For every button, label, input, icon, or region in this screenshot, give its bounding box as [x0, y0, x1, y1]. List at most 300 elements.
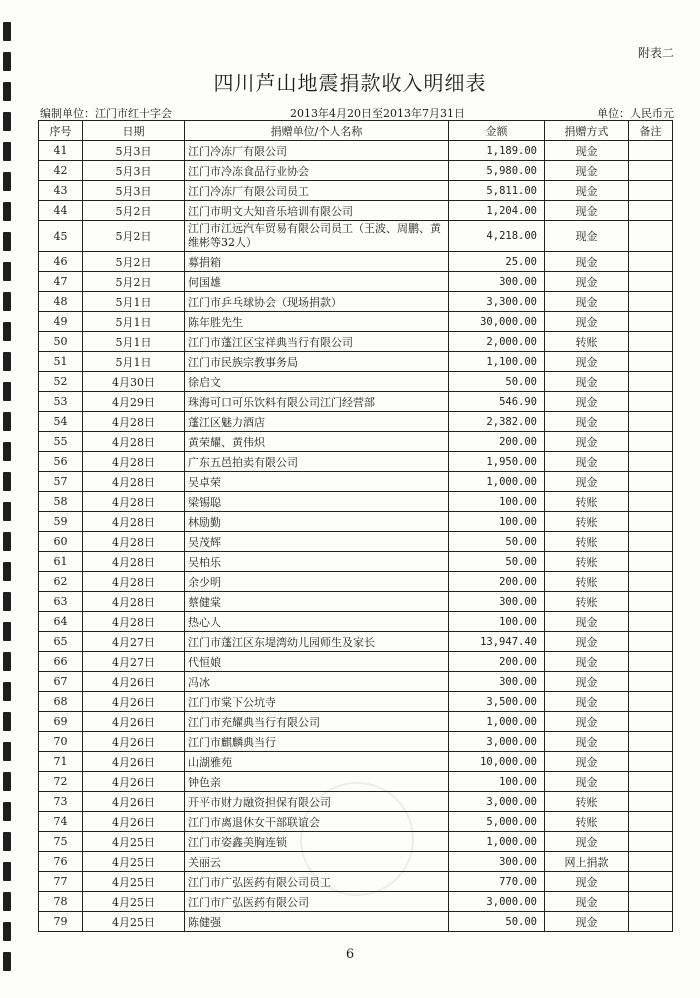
table-row	[39, 412, 673, 432]
cell-donor: 吴茂辉	[185, 532, 449, 552]
cell-donor: 陈健强	[185, 912, 449, 932]
cell-donor: 募捐箱	[185, 252, 449, 272]
cell-amount: 10,000.00	[449, 752, 545, 772]
cell-donor: 冯冰	[185, 672, 449, 692]
cell-remark	[629, 852, 673, 872]
cell-method: 现金	[545, 892, 629, 912]
cell-amount: 5,811.00	[449, 181, 545, 201]
cell-amount: 2,000.00	[449, 332, 545, 352]
cell-remark	[629, 772, 673, 792]
cell-date: 4月28日	[83, 572, 185, 592]
cell-method: 现金	[545, 652, 629, 672]
cell-method: 现金	[545, 712, 629, 732]
table-row	[39, 392, 673, 412]
cell-remark	[629, 292, 673, 312]
cell-number: 67	[39, 672, 83, 692]
cell-amount: 300.00	[449, 672, 545, 692]
table-row	[39, 872, 673, 892]
cell-method: 现金	[545, 472, 629, 492]
cell-date: 5月1日	[83, 292, 185, 312]
cell-amount: 50.00	[449, 532, 545, 552]
cell-donor: 梁锡聪	[185, 492, 449, 512]
cell-method: 现金	[545, 632, 629, 652]
binder-hole	[3, 892, 11, 911]
table-row	[39, 252, 673, 272]
table-row	[39, 332, 673, 352]
binder-hole	[3, 832, 11, 851]
cell-method: 现金	[545, 872, 629, 892]
cell-remark	[629, 592, 673, 612]
table-row	[39, 432, 673, 452]
cell-date: 4月28日	[83, 592, 185, 612]
cell-donor: 吴柏乐	[185, 552, 449, 572]
cell-remark	[629, 332, 673, 352]
cell-number: 66	[39, 652, 83, 672]
cell-amount: 4,218.00	[449, 221, 545, 252]
cell-amount: 3,000.00	[449, 792, 545, 812]
cell-remark	[629, 272, 673, 292]
cell-number: 59	[39, 512, 83, 532]
cell-donor: 代恒娘	[185, 652, 449, 672]
cell-date: 4月28日	[83, 412, 185, 432]
binder-hole	[3, 232, 11, 251]
binder-hole	[3, 412, 11, 431]
binder-hole	[3, 802, 11, 821]
cell-amount: 25.00	[449, 252, 545, 272]
table-row	[39, 752, 673, 772]
cell-remark	[629, 141, 673, 161]
cell-number: 54	[39, 412, 83, 432]
cell-amount: 300.00	[449, 272, 545, 292]
cell-number: 68	[39, 692, 83, 712]
cell-amount: 13,947.40	[449, 632, 545, 652]
cell-number: 55	[39, 432, 83, 452]
cell-amount: 100.00	[449, 512, 545, 532]
binder-hole	[3, 652, 11, 671]
table-row	[39, 492, 673, 512]
cell-remark	[629, 652, 673, 672]
cell-donor: 江门市离退休女干部联谊会	[185, 812, 449, 832]
column-header-amount: 金额	[449, 121, 545, 141]
cell-donor: 珠海可口可乐饮料有限公司江门经营部	[185, 392, 449, 412]
binder-hole	[3, 22, 11, 41]
page-title: 四川芦山地震捐款收入明细表	[213, 71, 487, 95]
reporting-period: 2013年4月20日至2013年7月31日	[290, 107, 465, 120]
cell-remark	[629, 252, 673, 272]
cell-donor: 黄荣耀、黄伟炽	[185, 432, 449, 452]
cell-number: 73	[39, 792, 83, 812]
table-row	[39, 201, 673, 221]
cell-method: 转账	[545, 512, 629, 532]
cell-date: 4月28日	[83, 552, 185, 572]
cell-number: 74	[39, 812, 83, 832]
cell-amount: 100.00	[449, 492, 545, 512]
cell-donor: 山湖雅苑	[185, 752, 449, 772]
cell-donor: 何国雄	[185, 272, 449, 292]
cell-method: 现金	[545, 832, 629, 852]
binder-hole	[3, 352, 11, 371]
cell-date: 4月28日	[83, 512, 185, 532]
cell-remark	[629, 352, 673, 372]
cell-method: 现金	[545, 692, 629, 712]
cell-donor: 林励勤	[185, 512, 449, 532]
cell-remark	[629, 872, 673, 892]
cell-remark	[629, 181, 673, 201]
cell-date: 4月28日	[83, 452, 185, 472]
currency-unit: 单位：人民币元	[597, 107, 674, 120]
cell-remark	[629, 492, 673, 512]
binder-hole	[3, 562, 11, 581]
binder-hole	[3, 712, 11, 731]
page-number: 6	[345, 947, 355, 962]
binder-hole	[3, 742, 11, 761]
cell-number: 52	[39, 372, 83, 392]
cell-remark	[629, 312, 673, 332]
cell-number: 70	[39, 732, 83, 752]
cell-number: 49	[39, 312, 83, 332]
cell-remark	[629, 752, 673, 772]
binder-hole	[3, 292, 11, 311]
table-row	[39, 812, 673, 832]
cell-amount: 2,382.00	[449, 412, 545, 432]
cell-method: 现金	[545, 912, 629, 932]
cell-date: 4月25日	[83, 912, 185, 932]
binder-hole	[3, 682, 11, 701]
cell-amount: 1,000.00	[449, 472, 545, 492]
table-row	[39, 552, 673, 572]
cell-remark	[629, 512, 673, 532]
column-header-remark: 备注	[629, 121, 673, 141]
cell-remark	[629, 892, 673, 912]
cell-remark	[629, 552, 673, 572]
cell-number: 77	[39, 872, 83, 892]
cell-amount: 1,000.00	[449, 832, 545, 852]
cell-number: 57	[39, 472, 83, 492]
cell-date: 5月2日	[83, 252, 185, 272]
cell-donor: 余少明	[185, 572, 449, 592]
cell-method: 现金	[545, 432, 629, 452]
cell-date: 5月3日	[83, 161, 185, 181]
table-row	[39, 312, 673, 332]
cell-remark	[629, 161, 673, 181]
cell-method: 现金	[545, 352, 629, 372]
cell-amount: 3,000.00	[449, 892, 545, 912]
cell-number: 62	[39, 572, 83, 592]
cell-method: 现金	[545, 372, 629, 392]
cell-remark	[629, 712, 673, 732]
cell-amount: 3,500.00	[449, 692, 545, 712]
cell-donor: 陈年胜先生	[185, 312, 449, 332]
cell-date: 5月2日	[83, 221, 185, 252]
cell-date: 4月25日	[83, 872, 185, 892]
cell-donor: 江门市乒乓球协会（现场捐款）	[185, 292, 449, 312]
cell-number: 72	[39, 772, 83, 792]
table-row	[39, 692, 673, 712]
cell-date: 4月27日	[83, 632, 185, 652]
cell-donor: 江门市冷冻食品行业协会	[185, 161, 449, 181]
cell-amount: 1,204.00	[449, 201, 545, 221]
table-row	[39, 512, 673, 532]
cell-number: 64	[39, 612, 83, 632]
cell-method: 现金	[545, 181, 629, 201]
cell-number: 71	[39, 752, 83, 772]
table-row	[39, 832, 673, 852]
table-row	[39, 292, 673, 312]
cell-remark	[629, 732, 673, 752]
binder-holes	[3, 22, 12, 982]
column-header-donor: 捐赠单位/个人名称	[185, 121, 449, 141]
cell-donor: 江门市蓬江区宝祥典当行有限公司	[185, 332, 449, 352]
table-row	[39, 592, 673, 612]
cell-method: 现金	[545, 752, 629, 772]
cell-donor: 开平市财力融资担保有限公司	[185, 792, 449, 812]
binder-hole	[3, 772, 11, 791]
cell-donor: 江门市明文大知音乐培训有限公司	[185, 201, 449, 221]
cell-remark	[629, 672, 673, 692]
table-row	[39, 912, 673, 932]
table-row	[39, 652, 673, 672]
cell-date: 4月29日	[83, 392, 185, 412]
cell-donor: 江门市姿鑫美胸连锁	[185, 832, 449, 852]
cell-method: 现金	[545, 312, 629, 332]
cell-method: 转账	[545, 532, 629, 552]
table-row	[39, 221, 673, 252]
table-row	[39, 852, 673, 872]
cell-number: 56	[39, 452, 83, 472]
cell-method: 现金	[545, 772, 629, 792]
cell-amount: 50.00	[449, 552, 545, 572]
cell-method: 现金	[545, 141, 629, 161]
table-row	[39, 772, 673, 792]
cell-method: 现金	[545, 392, 629, 412]
cell-amount: 30,000.00	[449, 312, 545, 332]
cell-amount: 50.00	[449, 912, 545, 932]
cell-number: 79	[39, 912, 83, 932]
cell-date: 4月28日	[83, 432, 185, 452]
cell-amount: 3,300.00	[449, 292, 545, 312]
cell-number: 51	[39, 352, 83, 372]
cell-number: 50	[39, 332, 83, 352]
cell-remark	[629, 812, 673, 832]
cell-number: 45	[39, 221, 83, 252]
cell-amount: 770.00	[449, 872, 545, 892]
cell-remark	[629, 612, 673, 632]
cell-method: 现金	[545, 201, 629, 221]
cell-date: 5月2日	[83, 272, 185, 292]
cell-date: 5月1日	[83, 332, 185, 352]
cell-number: 53	[39, 392, 83, 412]
cell-remark	[629, 412, 673, 432]
cell-number: 69	[39, 712, 83, 732]
appendix-label: 附表二	[637, 46, 674, 60]
cell-remark	[629, 792, 673, 812]
table-row	[39, 892, 673, 912]
cell-amount: 5,980.00	[449, 161, 545, 181]
cell-date: 4月26日	[83, 712, 185, 732]
binder-hole	[3, 202, 11, 221]
cell-remark	[629, 392, 673, 412]
cell-date: 4月25日	[83, 832, 185, 852]
cell-date: 4月26日	[83, 672, 185, 692]
cell-number: 48	[39, 292, 83, 312]
cell-date: 4月26日	[83, 772, 185, 792]
cell-remark	[629, 221, 673, 252]
column-header-method: 捐赠方式	[545, 121, 629, 141]
cell-number: 43	[39, 181, 83, 201]
cell-amount: 1,189.00	[449, 141, 545, 161]
cell-method: 现金	[545, 612, 629, 632]
binder-hole	[3, 532, 11, 551]
cell-number: 58	[39, 492, 83, 512]
cell-date: 5月2日	[83, 201, 185, 221]
table-row	[39, 161, 673, 181]
cell-number: 47	[39, 272, 83, 292]
cell-donor: 蓬江区魅力酒店	[185, 412, 449, 432]
binder-hole	[3, 142, 11, 161]
cell-method: 现金	[545, 161, 629, 181]
cell-date: 5月1日	[83, 312, 185, 332]
binder-hole	[3, 442, 11, 461]
cell-date: 4月27日	[83, 652, 185, 672]
cell-date: 4月25日	[83, 892, 185, 912]
table-row	[39, 632, 673, 652]
cell-number: 46	[39, 252, 83, 272]
table-row	[39, 352, 673, 372]
cell-number: 63	[39, 592, 83, 612]
cell-donor: 江门市广弘医药有限公司	[185, 892, 449, 912]
cell-remark	[629, 912, 673, 932]
cell-number: 61	[39, 552, 83, 572]
cell-method: 现金	[545, 221, 629, 252]
cell-donor: 广东五邑拍卖有限公司	[185, 452, 449, 472]
cell-remark	[629, 472, 673, 492]
cell-method: 现金	[545, 292, 629, 312]
table-row	[39, 792, 673, 812]
cell-date: 4月30日	[83, 372, 185, 392]
cell-date: 5月1日	[83, 352, 185, 372]
cell-date: 4月28日	[83, 492, 185, 512]
cell-amount: 200.00	[449, 432, 545, 452]
cell-number: 41	[39, 141, 83, 161]
cell-remark	[629, 452, 673, 472]
cell-method: 现金	[545, 452, 629, 472]
cell-number: 65	[39, 632, 83, 652]
cell-donor: 江门市充耀典当行有限公司	[185, 712, 449, 732]
binder-hole	[3, 322, 11, 341]
cell-method: 现金	[545, 272, 629, 292]
cell-donor: 吴卓荣	[185, 472, 449, 492]
cell-method: 现金	[545, 732, 629, 752]
cell-date: 4月26日	[83, 752, 185, 772]
cell-method: 网上捐款	[545, 852, 629, 872]
cell-amount: 1,100.00	[449, 352, 545, 372]
cell-number: 78	[39, 892, 83, 912]
table-row	[39, 732, 673, 752]
cell-remark	[629, 692, 673, 712]
cell-date: 4月28日	[83, 532, 185, 552]
cell-remark	[629, 432, 673, 452]
cell-amount: 100.00	[449, 772, 545, 792]
binder-hole	[3, 862, 11, 881]
cell-number: 42	[39, 161, 83, 181]
cell-amount: 300.00	[449, 592, 545, 612]
cell-method: 转账	[545, 572, 629, 592]
column-header-date: 日期	[83, 121, 185, 141]
cell-donor: 江门市麒麟典当行	[185, 732, 449, 752]
cell-method: 转账	[545, 492, 629, 512]
cell-remark	[629, 572, 673, 592]
cell-method: 现金	[545, 412, 629, 432]
cell-donor: 徐启文	[185, 372, 449, 392]
binder-hole	[3, 382, 11, 401]
table-row	[39, 272, 673, 292]
binder-hole	[3, 112, 11, 131]
donation-table	[38, 120, 673, 932]
binder-hole	[3, 472, 11, 491]
cell-date: 4月26日	[83, 792, 185, 812]
cell-method: 转账	[545, 332, 629, 352]
cell-method: 转账	[545, 592, 629, 612]
cell-remark	[629, 832, 673, 852]
cell-amount: 3,000.00	[449, 732, 545, 752]
cell-amount: 546.90	[449, 392, 545, 412]
cell-method: 现金	[545, 252, 629, 272]
cell-number: 44	[39, 201, 83, 221]
cell-number: 60	[39, 532, 83, 552]
cell-donor: 热心人	[185, 612, 449, 632]
cell-remark	[629, 201, 673, 221]
table-row	[39, 372, 673, 392]
cell-remark	[629, 532, 673, 552]
cell-donor: 江门冷冻厂有限公司	[185, 141, 449, 161]
compiling-organization: 编制单位：江门市红十字会	[40, 107, 172, 120]
cell-donor: 江门市江远汽车贸易有限公司员工（王波、周鹏、黄维彬等32人）	[185, 221, 449, 252]
cell-date: 4月28日	[83, 612, 185, 632]
cell-donor: 江门市民族宗教事务局	[185, 352, 449, 372]
cell-method: 转账	[545, 552, 629, 572]
binder-hole	[3, 172, 11, 191]
cell-date: 5月3日	[83, 181, 185, 201]
cell-donor: 关丽云	[185, 852, 449, 872]
table-row	[39, 712, 673, 732]
cell-amount: 1,000.00	[449, 712, 545, 732]
cell-amount: 200.00	[449, 572, 545, 592]
cell-amount: 300.00	[449, 852, 545, 872]
table-header-row	[39, 121, 673, 141]
table-row	[39, 532, 673, 552]
binder-hole	[3, 922, 11, 941]
cell-amount: 200.00	[449, 652, 545, 672]
cell-donor: 江门冷冻厂有限公司员工	[185, 181, 449, 201]
table-row	[39, 612, 673, 632]
cell-amount: 1,950.00	[449, 452, 545, 472]
binder-hole	[3, 622, 11, 641]
cell-number: 76	[39, 852, 83, 872]
binder-hole	[3, 592, 11, 611]
cell-donor: 江门市蓬江区东堤湾幼儿园师生及家长	[185, 632, 449, 652]
cell-method: 转账	[545, 792, 629, 812]
cell-amount: 100.00	[449, 612, 545, 632]
cell-donor: 江门市棠下公坑寺	[185, 692, 449, 712]
table-row	[39, 672, 673, 692]
cell-method: 现金	[545, 672, 629, 692]
cell-amount: 5,000.00	[449, 812, 545, 832]
table-row	[39, 452, 673, 472]
cell-donor: 蔡健棠	[185, 592, 449, 612]
cell-date: 4月25日	[83, 852, 185, 872]
cell-date: 4月28日	[83, 472, 185, 492]
cell-remark	[629, 632, 673, 652]
